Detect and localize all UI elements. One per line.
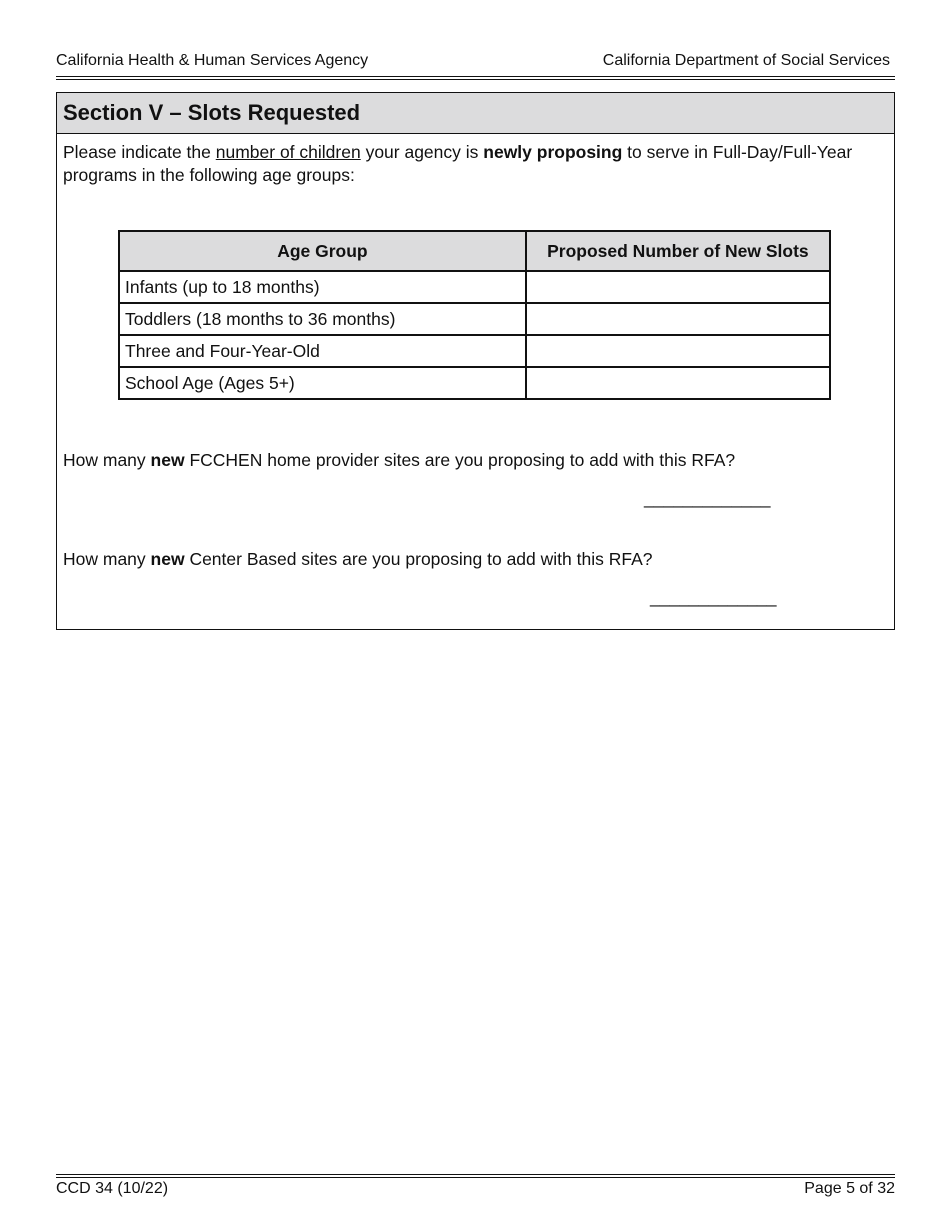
age-group-cell: Three and Four-Year-Old bbox=[119, 335, 526, 367]
footer-rule-bottom bbox=[56, 1177, 895, 1178]
table-row bbox=[119, 367, 830, 399]
q1-after: FCCHEN home provider sites are you proposing to add with this RFA? bbox=[184, 450, 736, 470]
header-rule-bottom bbox=[56, 79, 895, 80]
q1-bold: new bbox=[150, 450, 185, 470]
age-group-cell: Infants (up to 18 months) bbox=[119, 271, 526, 303]
table-row bbox=[119, 303, 830, 335]
q2-after: Center Based sites are you proposing to add with this RFA? bbox=[184, 549, 653, 569]
intro-underlined: number of children bbox=[215, 142, 361, 162]
intro-text-3: to serve in Full-Day/Full-Year programs in the following age groups: bbox=[63, 142, 853, 185]
age-group-cell: School Age (Ages 5+) bbox=[119, 367, 526, 399]
q2-before: How many bbox=[63, 549, 151, 569]
center-sites-question bbox=[63, 548, 652, 571]
header-rule-top bbox=[56, 76, 895, 77]
q2-bold: new bbox=[150, 549, 185, 569]
intro-text-1: Please indicate the bbox=[63, 142, 216, 162]
table-row bbox=[119, 271, 830, 303]
page-header bbox=[56, 52, 895, 74]
form-number: CCD 34 (10/22) bbox=[56, 1180, 169, 1197]
slots-table bbox=[118, 230, 831, 400]
table-header-row bbox=[119, 231, 830, 271]
table-row bbox=[119, 335, 830, 367]
slots-input-cell[interactable] bbox=[526, 271, 830, 303]
section-v-box bbox=[56, 92, 895, 630]
slots-input-cell[interactable] bbox=[526, 303, 830, 335]
intro-bold: newly proposing bbox=[483, 142, 623, 162]
intro-paragraph bbox=[63, 141, 883, 187]
q1-before: How many bbox=[63, 450, 151, 470]
slots-input-cell[interactable] bbox=[526, 367, 830, 399]
footer-rule-top bbox=[56, 1174, 895, 1175]
department-name: California Department of Social Services bbox=[602, 52, 890, 69]
page-footer bbox=[56, 1180, 895, 1202]
age-group-cell: Toddlers (18 months to 36 months) bbox=[119, 303, 526, 335]
section-title: Section V – Slots Requested bbox=[57, 93, 894, 134]
header-proposed-slots: Proposed Number of New Slots bbox=[526, 231, 830, 271]
fcchen-sites-answer-line[interactable]: _____________ bbox=[644, 488, 771, 508]
agency-name: California Health & Human Services Agency bbox=[56, 52, 369, 69]
fcchen-sites-question bbox=[63, 449, 735, 472]
slots-input-cell[interactable] bbox=[526, 335, 830, 367]
page-number: Page 5 of 32 bbox=[804, 1180, 895, 1197]
header-age-group: Age Group bbox=[119, 231, 526, 271]
center-sites-answer-line[interactable]: _____________ bbox=[650, 587, 777, 607]
intro-text-2: your agency is bbox=[360, 142, 484, 162]
